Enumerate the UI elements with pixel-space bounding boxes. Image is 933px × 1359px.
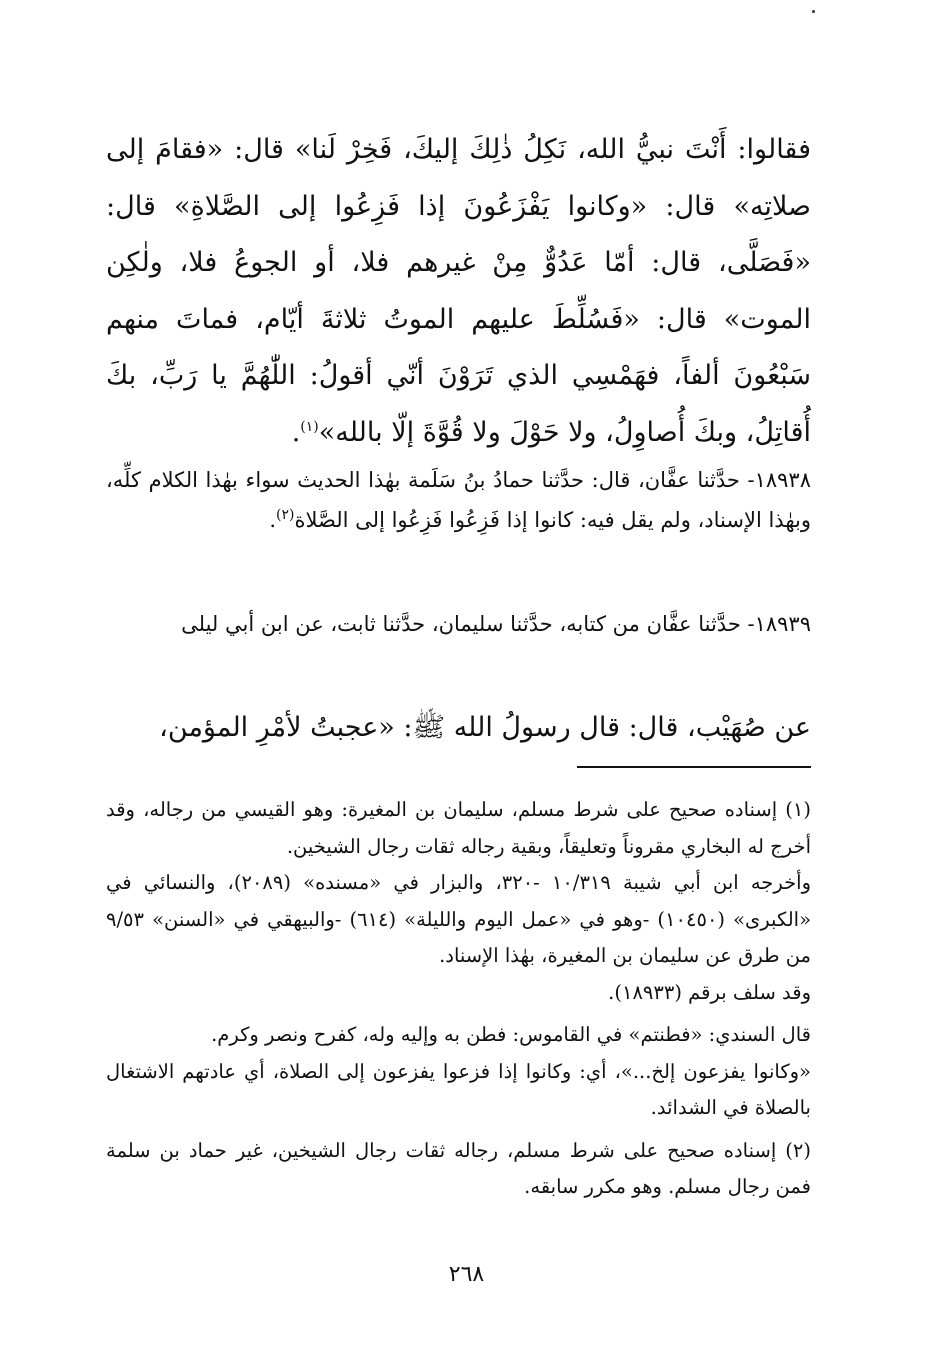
hadith-18939 bbox=[106, 604, 811, 644]
footnote-divider bbox=[577, 766, 811, 768]
hadith-18939-matn-text: عن صُهَيْب، قال: قال رسولُ الله ﷺ: «عجبتُ لأمْرِ المؤمن، bbox=[159, 712, 811, 743]
footnote-1-para-3: وقد سلف برقم (١٨٩٣٣). bbox=[608, 980, 811, 1004]
footnote-2: (٢) إسناده صحيح على شرط مسلم، رجاله ثقات رجال الشيخين، غير حماد بن سلمة فمن رجال مسلم. وهو مكرر سابقه. bbox=[106, 1138, 811, 1198]
footnotes bbox=[106, 792, 811, 1206]
main-hadith-end: . bbox=[291, 416, 301, 448]
footnote-1-para-5: «وكانوا يفزعون إلخ...»، أي: وكانوا إذا فزعوا يفزعون إلى الصلاة، أي عادتهم الاشتغال بالصلاة في الشدائد. bbox=[106, 1059, 811, 1119]
footnote-ref-2: (٢) bbox=[276, 507, 295, 523]
footnote-1-para-1: (١) إسناده صحيح على شرط مسلم، سليمان بن المغيرة: وهو القيسي من رجاله، وقد أخرج له البخاري مقروناً وتعليقاً، وبقية رجاله ثقات رجال الشيخين. bbox=[106, 798, 811, 858]
page-number: ٢٦٨ bbox=[448, 1262, 485, 1287]
hadith-18938 bbox=[106, 460, 811, 540]
hadith-18938-text: ١٨٩٣٨- حدَّثنا عفَّان، قال: حدَّثنا حمادُ بنُ سَلَمة بهٰذا الحديث سواء بهٰذا الكلام كلِّه، وبهٰذا الإسناد، ولم يقل فيه: كانوا إذا فَزِعُوا فَزِعُوا إلى الصَّلاة bbox=[106, 468, 811, 532]
hadith-18939-text: ١٨٩٣٩- حدَّثنا عفَّان من كتابه، حدَّثنا سليمان، حدَّثنا ثابت، عن ابن أبي ليلى bbox=[181, 612, 811, 636]
main-hadith-text bbox=[106, 122, 811, 461]
footnote-1-para-2: وأخرجه ابن أبي شيبة ١٠/٣١٩ -٣٢٠، والبزار في «مسنده» (٢٠٨٩)، والنسائي في «الكبرى» (١٠٤٥٠) -وهو في «عمل اليوم والليلة» (٦١٤) -والبيهقي في «السنن» ٩/٥٣ من طرق عن سليمان بن المغيرة، بهٰذا الإسناد. bbox=[106, 871, 811, 967]
corner-dot bbox=[812, 10, 815, 13]
hadith-18938-end: . bbox=[269, 508, 277, 532]
main-hadith-body: فقالوا: أَنْتَ نبيُّ الله، نَكِلُ ذٰلِكَ إليكَ، فَخِرْ لَنا» قال: «فقامَ إلى صلاتِه» قال: «وكانوا يَفْزَعُونَ إذا فَزِعُوا إلى الصَّلاةِ» قال: «فَصَلَّى، قال: أمّا عَدُوٌّ مِنْ غيرهم فلا، أو الجوعُ فلا، ولٰكِن الموت» قال: «فَسُلِّطَ عليهم الموتُ ثلاثةَ أيّام، فماتَ منهم سَبْعُونَ ألفاً، فهَمْسِي الذي تَرَوْنَ أنّي أقولُ: اللّٰهُمَّ يا رَبِّ، بكَ أُقاتِلُ، وبكَ أُصاوِلُ، ولا حَوْلَ ولا قُوَّةَ إلّا بالله» bbox=[106, 134, 811, 448]
footnote-1-para-4: قال السندي: «فطنتم» في القاموس: فطن به وإليه وله، كفرح ونصر وكرم. bbox=[211, 1023, 811, 1046]
hadith-18939-matn bbox=[106, 700, 811, 756]
footnote-ref-1: (١) bbox=[300, 418, 319, 435]
